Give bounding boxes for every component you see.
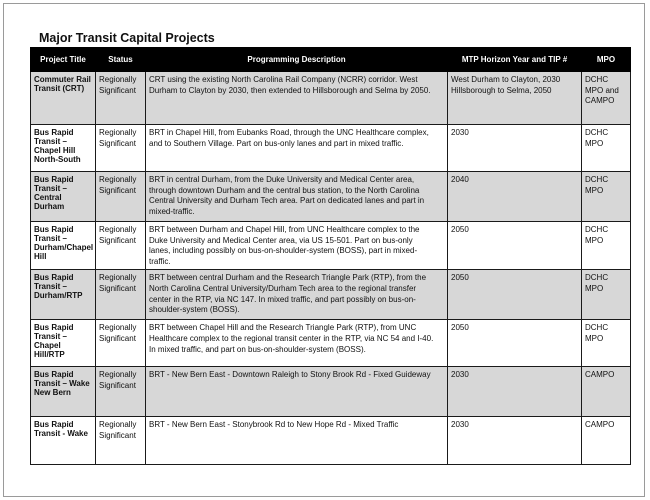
cell-text-line: Regionally xyxy=(99,75,137,84)
cell-text-line: shoulder-system (BOSS). xyxy=(149,305,240,315)
cell-text-line: Durham/Chapel xyxy=(34,243,94,252)
mpo-cell xyxy=(582,172,631,222)
cell-text-line: BRT - New Bern East - Stonybrook Rd to New Hope Rd - Mixed Traffic xyxy=(149,420,399,430)
cell-text-line: Regionally xyxy=(99,370,137,380)
mpo-cell xyxy=(582,367,631,417)
cell-text-line: DCHC xyxy=(585,273,609,283)
cell-text-line: through downtown Durham and the central bus station, to the North Carolina xyxy=(149,185,420,195)
cell-text-line: North-South xyxy=(34,155,81,164)
table-row xyxy=(31,125,631,172)
cell-text-line: Transit – xyxy=(34,137,67,146)
project-title-cell xyxy=(31,172,96,222)
description-cell xyxy=(146,125,448,172)
cell-text-line: Durham to Clayton by 2030, then extended to Hillsborough and Selma by 2050. xyxy=(149,85,431,95)
cell-text-line: CAMPO xyxy=(585,96,615,106)
cell-text-line: Central University and Durham Tech area. Part on dedicated lanes and part in xyxy=(149,196,425,206)
cell-text-line: 2050 xyxy=(451,323,469,333)
cell-text-line: Transit – xyxy=(34,332,67,342)
cell-text-line: Regionally xyxy=(99,420,137,430)
table-row xyxy=(31,320,631,367)
horizon-year-cell xyxy=(448,222,582,270)
cell-text-line: Duke University and Medical Center area, via US 15-501. Part on bus-only xyxy=(149,235,413,245)
cell-text-line: Central Durham xyxy=(34,193,65,211)
status-cell xyxy=(96,222,146,270)
cell-text-line: MPO xyxy=(585,283,604,293)
cell-text-line: Hillsborough to Selma, 2050 xyxy=(451,85,552,95)
cell-text-line: BRT between central Durham and the Research Triangle Park (RTP), from the xyxy=(149,273,427,283)
description-cell xyxy=(146,320,448,367)
status-cell xyxy=(96,125,146,172)
horizon-year-cell xyxy=(448,172,582,222)
cell-text-line: BRT - New Bern East - Downtown Raleigh to Stony Brook Rd - Fixed Guideway xyxy=(149,370,431,380)
project-title-cell xyxy=(31,222,96,270)
cell-text-line: Regionally xyxy=(99,273,137,283)
cell-text-line: Significant xyxy=(99,333,136,343)
description-cell xyxy=(146,417,448,465)
cell-text-line: and to Southern Village. Part on bus-only lanes and part in mixed traffic. xyxy=(149,138,404,148)
table-row xyxy=(31,72,631,125)
cell-text-line: Transit – xyxy=(34,234,67,243)
cell-text-line: CAMPO xyxy=(585,370,615,380)
table-row xyxy=(31,172,631,222)
horizon-year-cell xyxy=(448,367,582,417)
cell-text-line: DCHC xyxy=(585,128,609,137)
horizon-year-cell xyxy=(448,320,582,367)
cell-text-line: CAMPO xyxy=(585,420,615,430)
mpo-cell xyxy=(582,270,631,320)
column-header-programming-description: Programming Description xyxy=(146,48,448,72)
cell-text-line: Healthcare complex to the regional transit center in the RTP, via NC 54 and I-40. xyxy=(149,333,434,343)
cell-text-line: 2030 xyxy=(451,420,469,430)
cell-text-line: traffic. xyxy=(149,256,171,266)
cell-text-line: In mixed traffic, and part on bus-on-shoulder-system (BOSS). xyxy=(149,344,366,354)
horizon-year-cell xyxy=(448,72,582,125)
cell-text-line: Bus Rapid xyxy=(34,175,74,184)
cell-text-line: Significant xyxy=(99,283,136,293)
table-row xyxy=(31,367,631,417)
cell-text-line: 2030 xyxy=(451,128,469,137)
column-header-project-title: Project Title xyxy=(31,48,96,72)
status-cell xyxy=(96,270,146,320)
column-header-status: Status xyxy=(96,48,146,72)
status-cell xyxy=(96,320,146,367)
cell-text-line: Regionally xyxy=(99,128,137,137)
description-cell xyxy=(146,367,448,417)
transit-projects-table xyxy=(30,47,631,465)
horizon-year-cell xyxy=(448,270,582,320)
cell-text-line: MPO xyxy=(585,185,604,195)
horizon-year-cell xyxy=(448,125,582,172)
cell-text-line: North Carolina Central University/Durham Tech area to the regional transfer xyxy=(149,283,417,293)
project-title-cell xyxy=(31,72,96,125)
cell-text-line: MPO xyxy=(585,235,604,245)
cell-text-line: Hill xyxy=(34,252,47,261)
mpo-cell xyxy=(582,222,631,270)
cell-text-line: Chapel Hill/RTP xyxy=(34,341,65,360)
table-body xyxy=(31,72,631,465)
cell-text-line: BRT between Chapel Hill and the Research Triangle Park (RTP), from UNC xyxy=(149,323,417,333)
cell-text-line: Significant xyxy=(99,235,136,245)
status-cell xyxy=(96,172,146,222)
cell-text-line: Significant xyxy=(99,430,136,440)
table-row xyxy=(31,270,631,320)
cell-text-line: Bus Rapid xyxy=(34,128,74,137)
project-title-cell xyxy=(31,270,96,320)
cell-text-line: Bus Rapid xyxy=(34,225,74,234)
mpo-cell xyxy=(582,417,631,465)
cell-text-line: Significant xyxy=(99,380,136,390)
description-cell xyxy=(146,172,448,222)
column-header-horizon-year: MTP Horizon Year and TIP # xyxy=(448,48,582,72)
cell-text-line: 2050 xyxy=(451,273,469,283)
table-header-row xyxy=(31,48,631,72)
table-row xyxy=(31,417,631,465)
description-cell xyxy=(146,222,448,270)
cell-text-line: Regionally xyxy=(99,225,137,234)
cell-text-line: BRT in Chapel Hill, from Eubanks Road, through the UNC Healthcare complex, xyxy=(149,128,429,137)
cell-text-line: mixed-traffic. xyxy=(149,206,195,216)
cell-text-line: BRT in central Durham, from the Duke University and Medical Center area, xyxy=(149,175,415,184)
description-cell xyxy=(146,72,448,125)
cell-text-line: Transit – Wake xyxy=(34,379,90,389)
cell-text-line: DCHC xyxy=(585,323,609,333)
cell-text-line: Durham/RTP xyxy=(34,291,83,301)
cell-text-line: Transit – xyxy=(34,184,67,193)
project-title-cell xyxy=(31,367,96,417)
status-cell xyxy=(96,417,146,465)
cell-text-line: West Durham to Clayton, 2030 xyxy=(451,75,561,84)
cell-text-line: MPO and xyxy=(585,85,619,95)
cell-text-line: DCHC xyxy=(585,225,609,234)
cell-text-line: Bus Rapid xyxy=(34,370,74,380)
cell-text-line: 2030 xyxy=(451,370,469,380)
status-cell xyxy=(96,72,146,125)
cell-text-line: MPO xyxy=(585,333,604,343)
cell-text-line: New Bern xyxy=(34,388,71,398)
cell-text-line: Commuter Rail xyxy=(34,75,91,84)
cell-text-line: lanes, including possibly on bus-on-shoulder-system (BOSS), part in mixed- xyxy=(149,246,418,256)
cell-text-line: center in the RTP, via NC 147. In mixed traffic, and part possibly on bus-on- xyxy=(149,294,416,304)
table-row xyxy=(31,222,631,270)
cell-text-line: BRT between Durham and Chapel Hill, from UNC Healthcare complex to the xyxy=(149,225,420,234)
document-title: Major Transit Capital Projects xyxy=(39,31,215,45)
project-title-cell xyxy=(31,125,96,172)
cell-text-line: Bus Rapid xyxy=(34,273,74,283)
cell-text-line: Transit (CRT) xyxy=(34,84,85,93)
cell-text-line: Significant xyxy=(99,185,136,195)
cell-text-line: Significant xyxy=(99,85,136,95)
project-title-cell xyxy=(31,320,96,367)
cell-text-line: CRT using the existing North Carolina Rail Company (NCRR) corridor. West xyxy=(149,75,418,84)
mpo-cell xyxy=(582,125,631,172)
status-cell xyxy=(96,367,146,417)
column-header-mpo: MPO xyxy=(582,48,631,72)
mpo-cell xyxy=(582,320,631,367)
cell-text-line: DCHC xyxy=(585,175,609,184)
cell-text-line: Transit – xyxy=(34,282,67,292)
project-title-cell xyxy=(31,417,96,465)
cell-text-line: 2040 xyxy=(451,175,469,184)
horizon-year-cell xyxy=(448,417,582,465)
cell-text-line: Bus Rapid xyxy=(34,323,74,333)
cell-text-line: Chapel Hill xyxy=(34,146,76,155)
cell-text-line: DCHC xyxy=(585,75,609,84)
cell-text-line: Transit - Wake xyxy=(34,429,88,439)
cell-text-line: Regionally xyxy=(99,323,137,333)
description-cell xyxy=(146,270,448,320)
cell-text-line: Bus Rapid xyxy=(34,420,74,430)
cell-text-line: MPO xyxy=(585,138,604,148)
cell-text-line: Significant xyxy=(99,138,136,148)
cell-text-line: 2050 xyxy=(451,225,469,234)
mpo-cell xyxy=(582,72,631,125)
cell-text-line: Regionally xyxy=(99,175,137,184)
